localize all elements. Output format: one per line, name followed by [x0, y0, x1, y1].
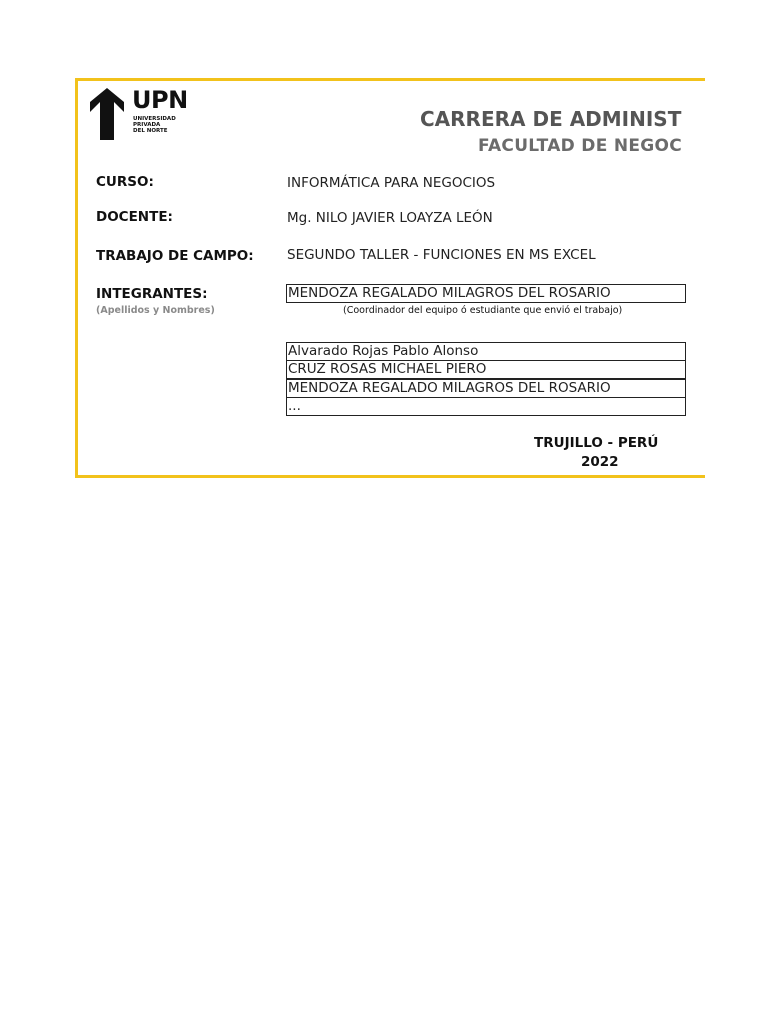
- integrantes-label: INTEGRANTES:: [96, 286, 208, 302]
- member-cell: ...: [286, 397, 686, 416]
- coordinator-caption: (Coordinador del equipo ó estudiante que envió el trabajo): [343, 305, 623, 316]
- docente-value: Mg. NILO JAVIER LOAYZA LEÓN: [287, 210, 493, 226]
- curso-label: CURSO:: [96, 174, 154, 190]
- coordinator-cell: MENDOZA REGALADO MILAGROS DEL ROSARIO: [286, 284, 686, 303]
- member-cell: CRUZ ROSAS MICHAEL PIERO: [286, 360, 686, 379]
- trabajo-label: TRABAJO DE CAMPO:: [96, 248, 254, 264]
- page-title: CARRERA DE ADMINIST: [420, 107, 682, 131]
- logo-wordmark: UPN: [132, 86, 188, 114]
- trabajo-value: SEGUNDO TALLER - FUNCIONES EN MS EXCEL: [287, 247, 596, 263]
- logo-subline-3: DEL NORTE: [133, 128, 168, 134]
- integrantes-hint: (Apellidos y Nombres): [96, 305, 215, 316]
- logo-subline-1: UNIVERSIDAD: [133, 116, 176, 122]
- city-text: TRUJILLO - PERÚ: [534, 435, 659, 451]
- logo-subline-2: PRIVADA: [133, 122, 161, 128]
- year-text: 2022: [581, 454, 619, 470]
- page-subtitle: FACULTAD DE NEGOC: [478, 136, 683, 156]
- docente-label: DOCENTE:: [96, 209, 173, 225]
- curso-value: INFORMÁTICA PARA NEGOCIOS: [287, 175, 496, 191]
- member-cell: Alvarado Rojas Pablo Alonso: [286, 342, 686, 361]
- member-cell: MENDOZA REGALADO MILAGROS DEL ROSARIO: [286, 379, 686, 398]
